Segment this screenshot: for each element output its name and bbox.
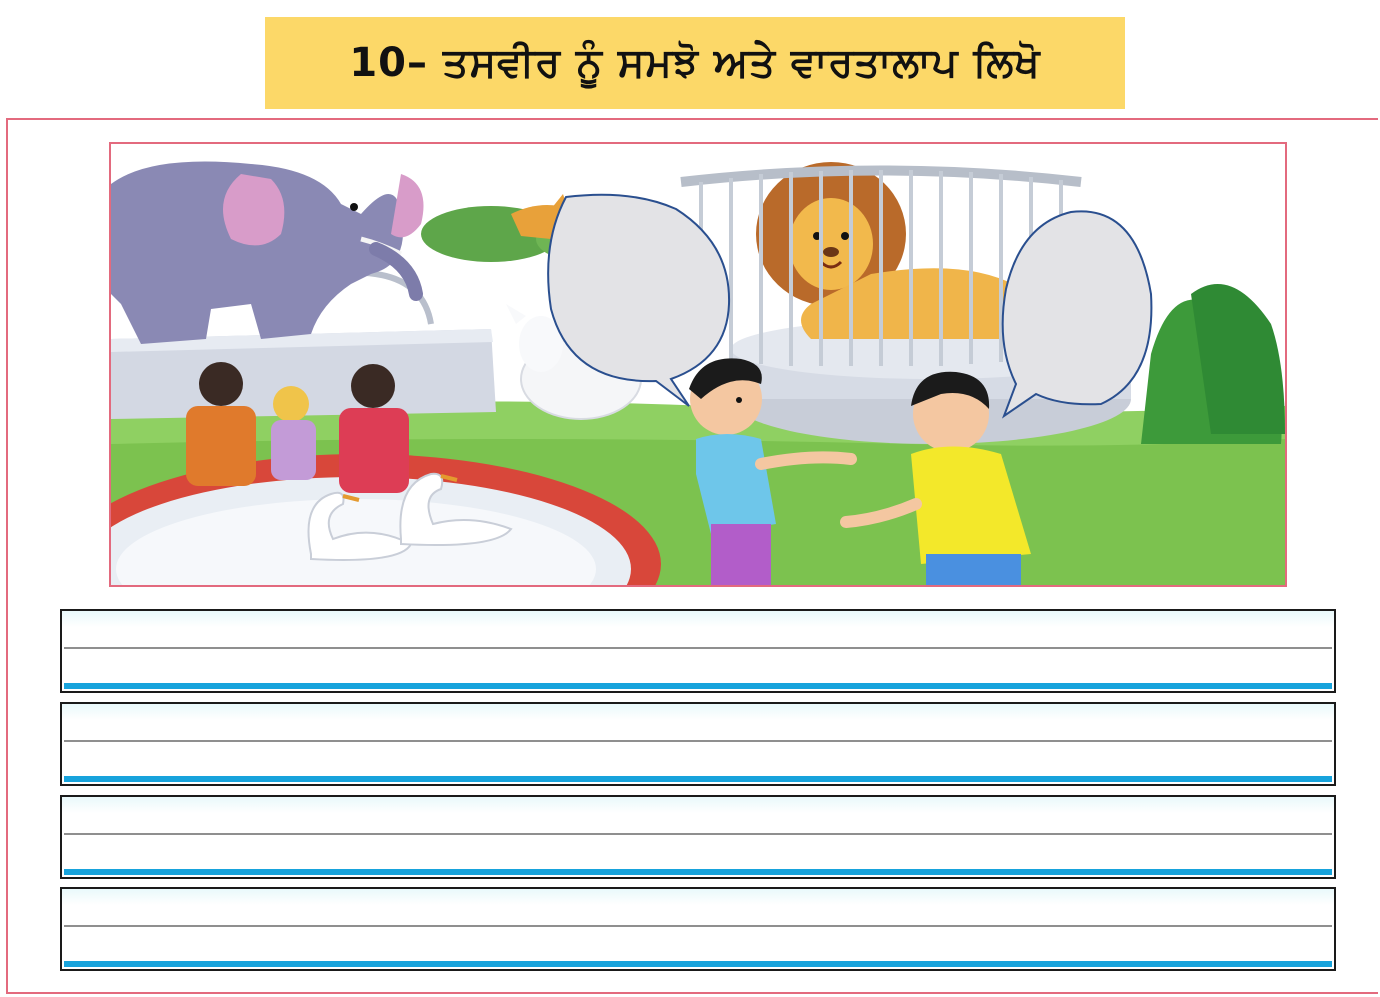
writing-line-box-2[interactable]: [60, 702, 1336, 786]
worksheet-title: 10– ਤਸਵੀਰ ਨੂੰ ਸਮਝੋ ਅਤੇ ਵਾਰਤਾਲਾਪ ਲਿਖੋ: [349, 40, 1041, 86]
writing-line-box-4[interactable]: [60, 887, 1336, 971]
writing-base-line: [64, 869, 1332, 875]
zoo-illustration: [109, 142, 1287, 587]
writing-base-line: [64, 683, 1332, 689]
writing-line-box-1[interactable]: [60, 609, 1336, 693]
writing-top-band: [62, 704, 1334, 720]
writing-guide-line: [64, 740, 1332, 742]
writing-guide-line: [64, 925, 1332, 927]
writing-top-band: [62, 611, 1334, 627]
writing-base-line: [64, 776, 1332, 782]
writing-guide-line: [64, 647, 1332, 649]
writing-guide-line: [64, 833, 1332, 835]
writing-base-line: [64, 961, 1332, 967]
title-banner: [265, 17, 1125, 109]
writing-top-band: [62, 797, 1334, 813]
writing-line-box-3[interactable]: [60, 795, 1336, 879]
writing-top-band: [62, 889, 1334, 905]
